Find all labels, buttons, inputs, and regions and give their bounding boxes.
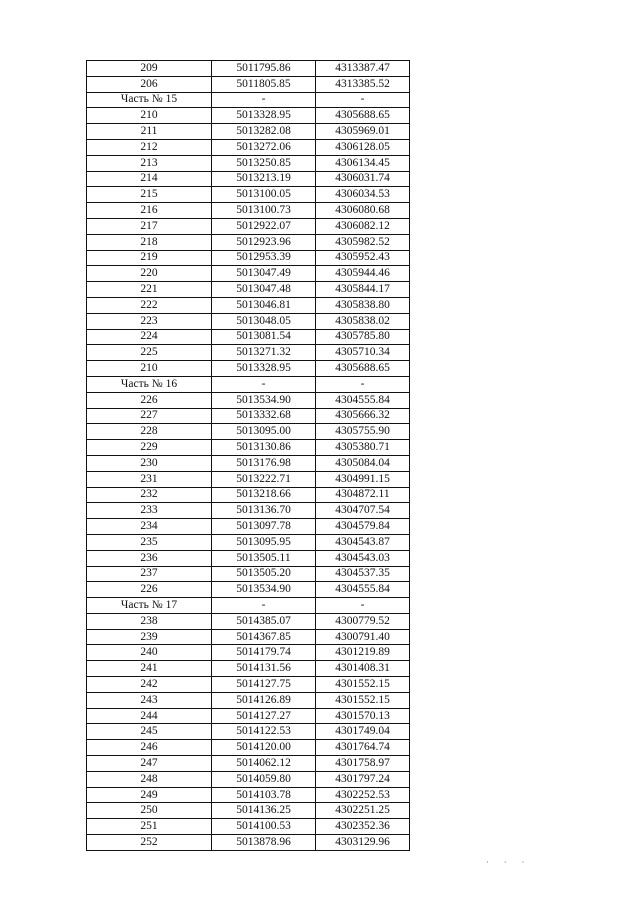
x-coordinate-cell: 5014179.74 bbox=[212, 645, 316, 661]
y-coordinate-cell: 4305688.65 bbox=[316, 361, 410, 377]
table-row bbox=[87, 171, 410, 187]
x-coordinate-cell: 5013176.98 bbox=[212, 455, 316, 471]
point-number-cell: 210 bbox=[87, 108, 212, 124]
point-number-cell: 234 bbox=[87, 519, 212, 535]
table-row bbox=[87, 218, 410, 234]
x-coordinate-cell: - bbox=[212, 598, 316, 614]
y-coordinate-cell: 4301219.89 bbox=[316, 645, 410, 661]
table-row bbox=[87, 740, 410, 756]
point-number-cell: 210 bbox=[87, 361, 212, 377]
table-row bbox=[87, 345, 410, 361]
table-row bbox=[87, 566, 410, 582]
y-coordinate-cell: 4313387.47 bbox=[316, 61, 410, 77]
point-number-cell: 206 bbox=[87, 76, 212, 92]
x-coordinate-cell: 5012922.07 bbox=[212, 218, 316, 234]
x-coordinate-cell: 5013534.90 bbox=[212, 392, 316, 408]
y-coordinate-cell: 4306128.05 bbox=[316, 139, 410, 155]
x-coordinate-cell: 5013097.78 bbox=[212, 519, 316, 535]
point-number-cell: 230 bbox=[87, 455, 212, 471]
x-coordinate-cell: 5014059.80 bbox=[212, 771, 316, 787]
table-row bbox=[87, 487, 410, 503]
point-number-cell: 219 bbox=[87, 250, 212, 266]
y-coordinate-cell: - bbox=[316, 376, 410, 392]
y-coordinate-cell: 4305844.17 bbox=[316, 282, 410, 298]
table-row bbox=[87, 756, 410, 772]
table-row bbox=[87, 550, 410, 566]
table-row bbox=[87, 787, 410, 803]
point-number-cell: 228 bbox=[87, 424, 212, 440]
y-coordinate-cell: 4301764.74 bbox=[316, 740, 410, 756]
point-number-cell: 226 bbox=[87, 582, 212, 598]
y-coordinate-cell: 4306082.12 bbox=[316, 218, 410, 234]
x-coordinate-cell: 5013047.48 bbox=[212, 282, 316, 298]
y-coordinate-cell: 4304555.84 bbox=[316, 392, 410, 408]
x-coordinate-cell: 5012923.96 bbox=[212, 234, 316, 250]
table-row bbox=[87, 424, 410, 440]
x-coordinate-cell: 5013328.95 bbox=[212, 108, 316, 124]
point-number-cell: 211 bbox=[87, 124, 212, 140]
y-coordinate-cell: 4304555.84 bbox=[316, 582, 410, 598]
x-coordinate-cell: 5014122.53 bbox=[212, 724, 316, 740]
x-coordinate-cell: 5014367.85 bbox=[212, 629, 316, 645]
x-coordinate-cell: 5013048.05 bbox=[212, 313, 316, 329]
part-label-cell: Часть № 15 bbox=[87, 92, 212, 108]
point-number-cell: 242 bbox=[87, 677, 212, 693]
table-row bbox=[87, 455, 410, 471]
table-row bbox=[87, 203, 410, 219]
y-coordinate-cell: 4305952.43 bbox=[316, 250, 410, 266]
point-number-cell: 225 bbox=[87, 345, 212, 361]
point-number-cell: 218 bbox=[87, 234, 212, 250]
table-row bbox=[87, 629, 410, 645]
table-row bbox=[87, 329, 410, 345]
table-row bbox=[87, 124, 410, 140]
point-number-cell: 249 bbox=[87, 787, 212, 803]
y-coordinate-cell: 4304579.84 bbox=[316, 519, 410, 535]
x-coordinate-cell: 5014100.53 bbox=[212, 819, 316, 835]
table-row bbox=[87, 708, 410, 724]
y-coordinate-cell: - bbox=[316, 598, 410, 614]
point-number-cell: 214 bbox=[87, 171, 212, 187]
x-coordinate-cell: 5014136.25 bbox=[212, 803, 316, 819]
part-header-row bbox=[87, 376, 410, 392]
y-coordinate-cell: 4305838.80 bbox=[316, 297, 410, 313]
point-number-cell: 216 bbox=[87, 203, 212, 219]
point-number-cell: 248 bbox=[87, 771, 212, 787]
point-number-cell: 240 bbox=[87, 645, 212, 661]
y-coordinate-cell: 4301797.24 bbox=[316, 771, 410, 787]
table-row bbox=[87, 76, 410, 92]
coordinates-table bbox=[86, 60, 410, 851]
y-coordinate-cell: 4301749.04 bbox=[316, 724, 410, 740]
y-coordinate-cell: 4306034.53 bbox=[316, 187, 410, 203]
x-coordinate-cell: 5013222.71 bbox=[212, 471, 316, 487]
point-number-cell: 221 bbox=[87, 282, 212, 298]
table-row bbox=[87, 297, 410, 313]
point-number-cell: 229 bbox=[87, 440, 212, 456]
table-row bbox=[87, 139, 410, 155]
y-coordinate-cell: 4301758.97 bbox=[316, 756, 410, 772]
y-coordinate-cell: 4301570.13 bbox=[316, 708, 410, 724]
table-row bbox=[87, 724, 410, 740]
point-number-cell: 241 bbox=[87, 661, 212, 677]
y-coordinate-cell: 4306031.74 bbox=[316, 171, 410, 187]
table-row bbox=[87, 187, 410, 203]
x-coordinate-cell: 5013218.66 bbox=[212, 487, 316, 503]
x-coordinate-cell: - bbox=[212, 376, 316, 392]
point-number-cell: 223 bbox=[87, 313, 212, 329]
x-coordinate-cell: 5013081.54 bbox=[212, 329, 316, 345]
table-row bbox=[87, 661, 410, 677]
table-row bbox=[87, 282, 410, 298]
x-coordinate-cell: 5011805.85 bbox=[212, 76, 316, 92]
table-row bbox=[87, 771, 410, 787]
point-number-cell: 233 bbox=[87, 503, 212, 519]
y-coordinate-cell: 4305944.46 bbox=[316, 266, 410, 282]
x-coordinate-cell: 5013046.81 bbox=[212, 297, 316, 313]
table-row bbox=[87, 155, 410, 171]
y-coordinate-cell: 4302252.53 bbox=[316, 787, 410, 803]
x-coordinate-cell: 5014126.89 bbox=[212, 692, 316, 708]
y-coordinate-cell: 4305084.04 bbox=[316, 455, 410, 471]
y-coordinate-cell: 4301408.31 bbox=[316, 661, 410, 677]
x-coordinate-cell: 5013332.68 bbox=[212, 408, 316, 424]
table-row bbox=[87, 471, 410, 487]
y-coordinate-cell: 4304543.87 bbox=[316, 534, 410, 550]
y-coordinate-cell: 4305982.52 bbox=[316, 234, 410, 250]
y-coordinate-cell: 4300791.40 bbox=[316, 629, 410, 645]
table-row bbox=[87, 392, 410, 408]
y-coordinate-cell: 4305838.02 bbox=[316, 313, 410, 329]
y-coordinate-cell: 4304543.03 bbox=[316, 550, 410, 566]
x-coordinate-cell: 5013272.06 bbox=[212, 139, 316, 155]
x-coordinate-cell: 5013271.32 bbox=[212, 345, 316, 361]
x-coordinate-cell: 5014127.75 bbox=[212, 677, 316, 693]
x-coordinate-cell: 5013328.95 bbox=[212, 361, 316, 377]
point-number-cell: 250 bbox=[87, 803, 212, 819]
table-row bbox=[87, 250, 410, 266]
table-row bbox=[87, 266, 410, 282]
point-number-cell: 217 bbox=[87, 218, 212, 234]
point-number-cell: 239 bbox=[87, 629, 212, 645]
table-row bbox=[87, 613, 410, 629]
point-number-cell: 215 bbox=[87, 187, 212, 203]
x-coordinate-cell: 5014127.27 bbox=[212, 708, 316, 724]
x-coordinate-cell: 5014131.56 bbox=[212, 661, 316, 677]
y-coordinate-cell: 4301552.15 bbox=[316, 677, 410, 693]
table-row bbox=[87, 582, 410, 598]
y-coordinate-cell: 4313385.52 bbox=[316, 76, 410, 92]
y-coordinate-cell: 4305666.32 bbox=[316, 408, 410, 424]
coordinates-table-body bbox=[87, 61, 410, 851]
point-number-cell: 212 bbox=[87, 139, 212, 155]
point-number-cell: 251 bbox=[87, 819, 212, 835]
point-number-cell: 222 bbox=[87, 297, 212, 313]
table-row bbox=[87, 645, 410, 661]
part-header-row bbox=[87, 92, 410, 108]
part-label-cell: Часть № 17 bbox=[87, 598, 212, 614]
y-coordinate-cell: 4300779.52 bbox=[316, 613, 410, 629]
x-coordinate-cell: 5013250.85 bbox=[212, 155, 316, 171]
x-coordinate-cell: 5013505.20 bbox=[212, 566, 316, 582]
table-row bbox=[87, 534, 410, 550]
table-row bbox=[87, 61, 410, 77]
x-coordinate-cell: 5014062.12 bbox=[212, 756, 316, 772]
x-coordinate-cell: 5013047.49 bbox=[212, 266, 316, 282]
x-coordinate-cell: 5013213.19 bbox=[212, 171, 316, 187]
x-coordinate-cell: - bbox=[212, 92, 316, 108]
table-row bbox=[87, 835, 410, 851]
point-number-cell: 236 bbox=[87, 550, 212, 566]
y-coordinate-cell: 4305755.90 bbox=[316, 424, 410, 440]
point-number-cell: 213 bbox=[87, 155, 212, 171]
table-row bbox=[87, 819, 410, 835]
part-header-row bbox=[87, 598, 410, 614]
point-number-cell: 226 bbox=[87, 392, 212, 408]
y-coordinate-cell: - bbox=[316, 92, 410, 108]
point-number-cell: 245 bbox=[87, 724, 212, 740]
point-number-cell: 220 bbox=[87, 266, 212, 282]
point-number-cell: 247 bbox=[87, 756, 212, 772]
point-number-cell: 224 bbox=[87, 329, 212, 345]
x-coordinate-cell: 5014120.00 bbox=[212, 740, 316, 756]
x-coordinate-cell: 5012953.39 bbox=[212, 250, 316, 266]
x-coordinate-cell: 5013136.70 bbox=[212, 503, 316, 519]
point-number-cell: 238 bbox=[87, 613, 212, 629]
y-coordinate-cell: 4302352.36 bbox=[316, 819, 410, 835]
y-coordinate-cell: 4306134.45 bbox=[316, 155, 410, 171]
table-row bbox=[87, 408, 410, 424]
x-coordinate-cell: 5013505.11 bbox=[212, 550, 316, 566]
y-coordinate-cell: 4305785.80 bbox=[316, 329, 410, 345]
x-coordinate-cell: 5013095.00 bbox=[212, 424, 316, 440]
x-coordinate-cell: 5013282.08 bbox=[212, 124, 316, 140]
table-row bbox=[87, 361, 410, 377]
y-coordinate-cell: 4303129.96 bbox=[316, 835, 410, 851]
x-coordinate-cell: 5013095.95 bbox=[212, 534, 316, 550]
table-row bbox=[87, 803, 410, 819]
y-coordinate-cell: 4306080.68 bbox=[316, 203, 410, 219]
y-coordinate-cell: 4304991.15 bbox=[316, 471, 410, 487]
point-number-cell: 243 bbox=[87, 692, 212, 708]
y-coordinate-cell: 4305688.65 bbox=[316, 108, 410, 124]
y-coordinate-cell: 4305969.01 bbox=[316, 124, 410, 140]
table-row bbox=[87, 108, 410, 124]
point-number-cell: 235 bbox=[87, 534, 212, 550]
x-coordinate-cell: 5013878.96 bbox=[212, 835, 316, 851]
table-row bbox=[87, 234, 410, 250]
table-row bbox=[87, 677, 410, 693]
y-coordinate-cell: 4301552.15 bbox=[316, 692, 410, 708]
point-number-cell: 237 bbox=[87, 566, 212, 582]
point-number-cell: 252 bbox=[87, 835, 212, 851]
table-row bbox=[87, 519, 410, 535]
x-coordinate-cell: 5013100.05 bbox=[212, 187, 316, 203]
part-label-cell: Часть № 16 bbox=[87, 376, 212, 392]
table-row bbox=[87, 503, 410, 519]
x-coordinate-cell: 5014385.07 bbox=[212, 613, 316, 629]
x-coordinate-cell: 5013100.73 bbox=[212, 203, 316, 219]
y-coordinate-cell: 4304707.54 bbox=[316, 503, 410, 519]
point-number-cell: 209 bbox=[87, 61, 212, 77]
x-coordinate-cell: 5014103.78 bbox=[212, 787, 316, 803]
scan-specks: · · · bbox=[486, 858, 531, 868]
point-number-cell: 244 bbox=[87, 708, 212, 724]
x-coordinate-cell: 5011795.86 bbox=[212, 61, 316, 77]
y-coordinate-cell: 4305380.71 bbox=[316, 440, 410, 456]
x-coordinate-cell: 5013534.90 bbox=[212, 582, 316, 598]
table-row bbox=[87, 692, 410, 708]
point-number-cell: 227 bbox=[87, 408, 212, 424]
point-number-cell: 232 bbox=[87, 487, 212, 503]
y-coordinate-cell: 4305710.34 bbox=[316, 345, 410, 361]
y-coordinate-cell: 4302251.25 bbox=[316, 803, 410, 819]
table-row bbox=[87, 313, 410, 329]
point-number-cell: 231 bbox=[87, 471, 212, 487]
table-row bbox=[87, 440, 410, 456]
x-coordinate-cell: 5013130.86 bbox=[212, 440, 316, 456]
y-coordinate-cell: 4304872.11 bbox=[316, 487, 410, 503]
point-number-cell: 246 bbox=[87, 740, 212, 756]
y-coordinate-cell: 4304537.35 bbox=[316, 566, 410, 582]
